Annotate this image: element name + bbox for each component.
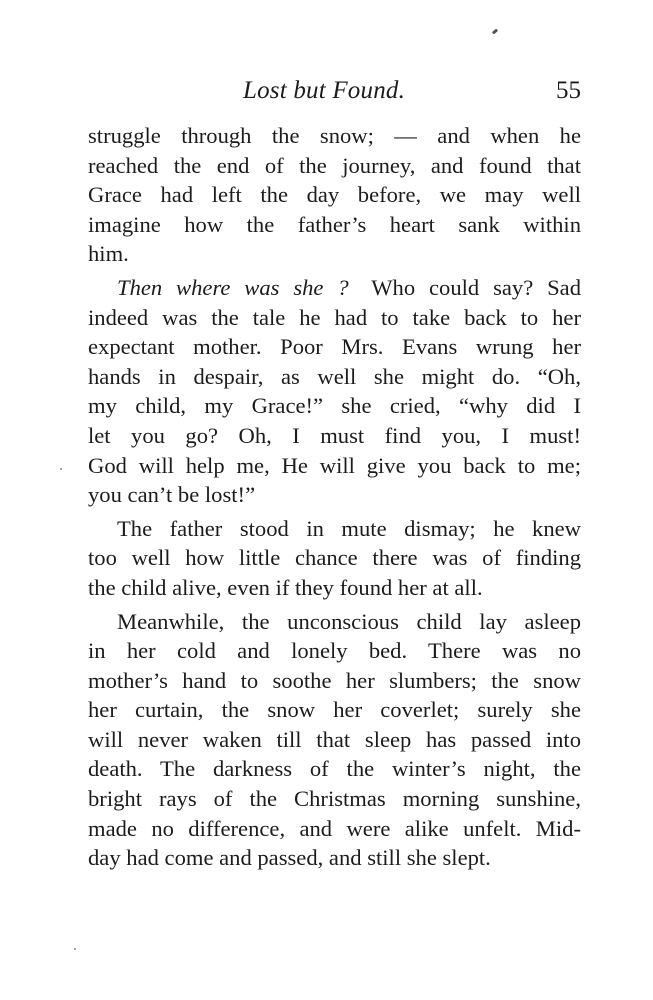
ink-dot <box>74 948 76 950</box>
page-header <box>88 77 581 107</box>
text-line: expectant mother. Poor Mrs. Evans wrung her <box>88 334 581 360</box>
text-line: hands in despair, as well she might do. “Oh, <box>88 363 581 389</box>
text-line: reached the end of the journey, and found that <box>88 152 581 178</box>
text-line: my child, my Grace!” she cried, “why did I <box>88 393 581 419</box>
text-line: her curtain, the snow her coverlet; surely she <box>88 697 581 723</box>
running-title: Lost but Found. <box>243 77 406 104</box>
italic-lead: Then where was she ? <box>117 274 349 300</box>
text-line: imagine how the father’s heart sank within <box>88 211 581 237</box>
page-number: 55 <box>556 77 581 104</box>
text-line: indeed was the tale he had to take back to her <box>88 304 581 330</box>
text-line: the child alive, even if they found her at all. <box>88 574 483 600</box>
text-line: God will help me, He will give you back to me; <box>88 452 581 478</box>
text-line: bright rays of the Christmas morning sunshine, <box>88 786 581 812</box>
text-line: day had come and passed, and still she slept. <box>88 845 491 871</box>
text-line: Grace had left the day before, we may well <box>88 182 581 208</box>
ink-speck <box>492 28 499 34</box>
text-fragment: Who could say? Sad <box>371 274 581 300</box>
text-line: struggle through the snow; — and when he <box>88 123 581 148</box>
text-line: let you go? Oh, I must find you, I must! <box>88 422 581 448</box>
text-line: Meanwhile, the unconscious child lay asleep <box>117 608 581 634</box>
text-line: will never waken till that sleep has passed into <box>88 726 581 752</box>
paragraph-4 <box>88 607 581 873</box>
text-line: The father stood in mute dismay; he knew <box>117 515 581 541</box>
body-text <box>88 121 581 877</box>
text-line: too well how little chance there was of finding <box>88 545 581 571</box>
text-line: mother’s hand to soothe her slumbers; the snow <box>88 667 581 693</box>
text-line: him. <box>88 241 129 267</box>
ink-dot <box>60 468 62 470</box>
text-line: you can’t be lost!” <box>88 482 256 508</box>
text-line: made no difference, and were alike unfelt. Mid- <box>88 815 581 841</box>
text-line: in her cold and lonely bed. There was no <box>88 638 581 664</box>
text-line: death. The darkness of the winter’s night, the <box>88 756 581 782</box>
text-line-first <box>88 273 581 303</box>
paragraph-1 <box>88 121 581 269</box>
paragraph-3 <box>88 514 581 603</box>
paragraph-2 <box>88 273 581 510</box>
